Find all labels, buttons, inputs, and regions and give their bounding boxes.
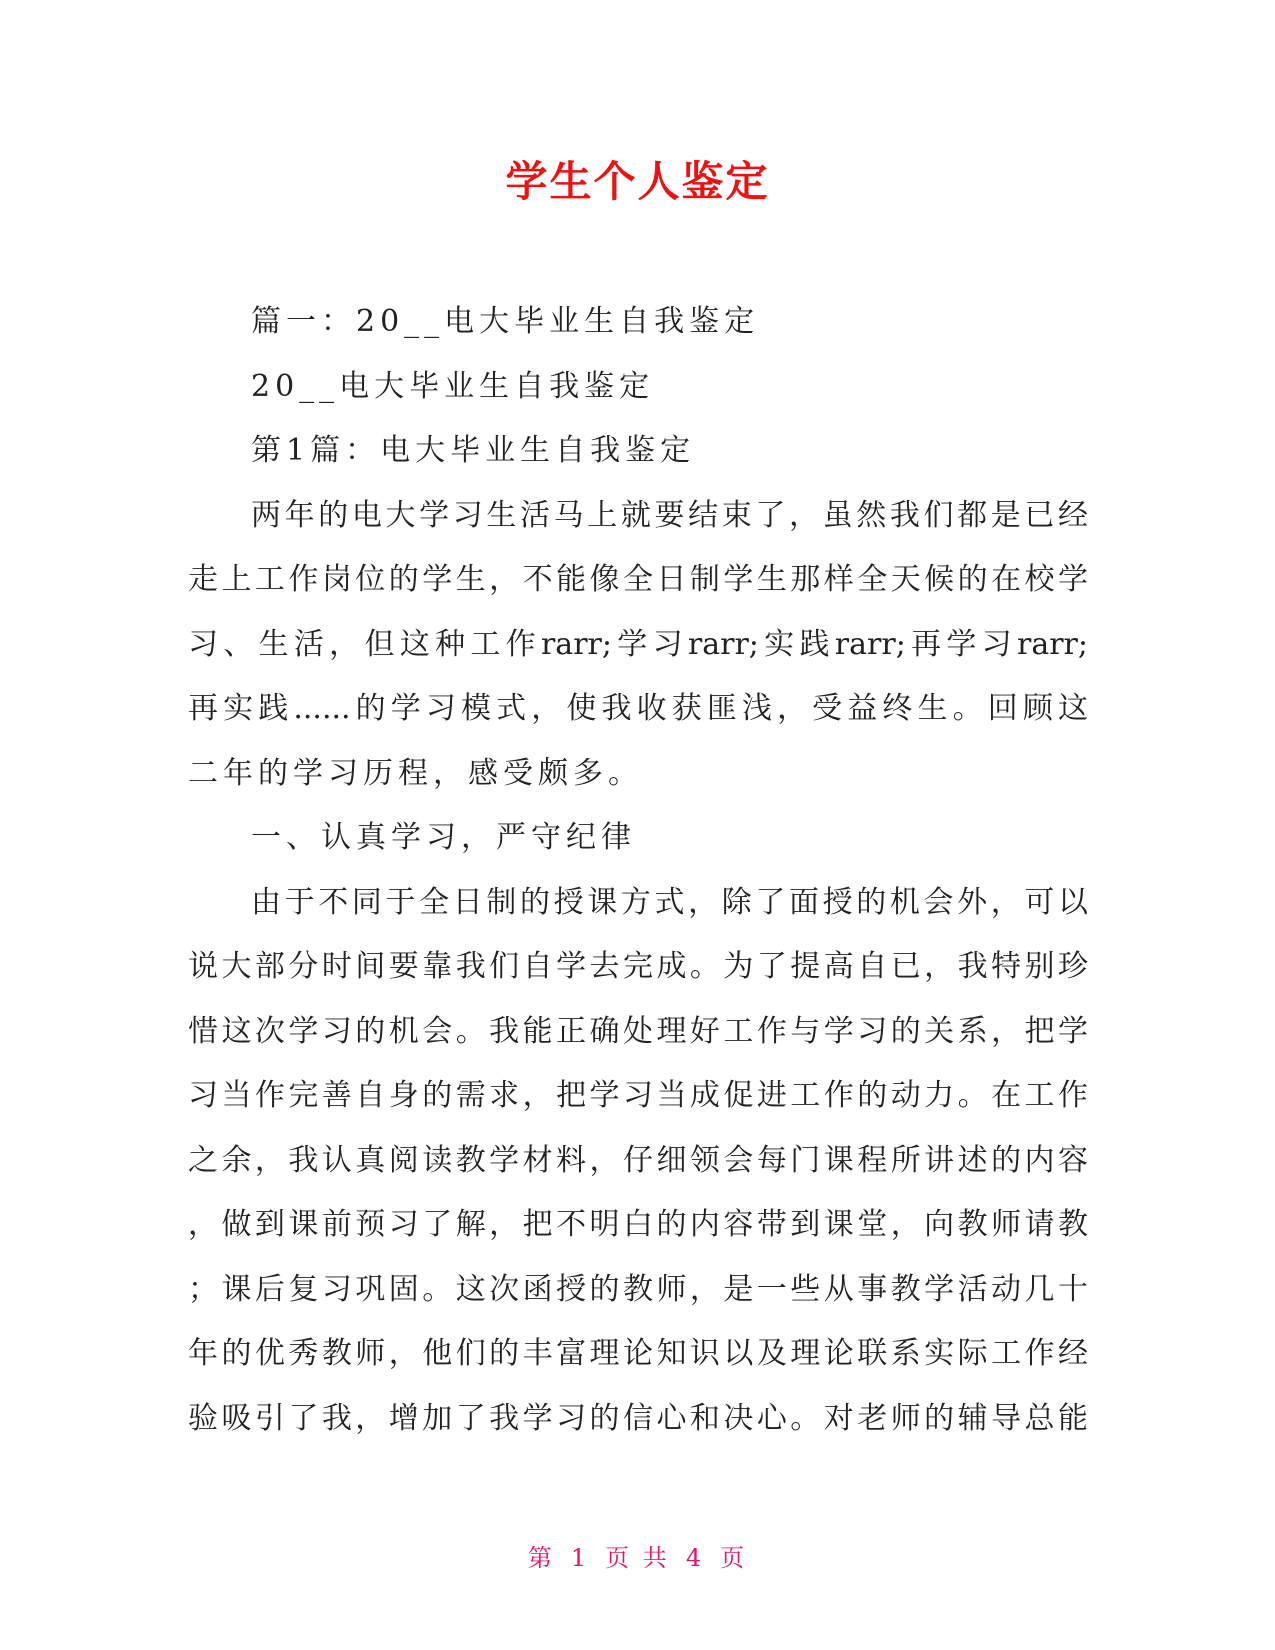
- paragraph-line: 再实践......的学习模式，使我收获匪浅，受益终生。回顾这: [188, 691, 1088, 726]
- paragraph-line: 说大部分时间要靠我们自学去完成。为了提高自已，我特别珍: [188, 949, 1088, 984]
- footer-suffix: 页: [720, 1544, 748, 1572]
- paragraph-line: 年的优秀教师，他们的丰富理论知识以及理论联系实际工作经: [188, 1336, 1088, 1371]
- paragraph-line: ；课后复习巩固。这次函授的教师，是一些从事教学活动几十: [188, 1271, 1088, 1307]
- footer-total-pages: 4: [685, 1544, 705, 1572]
- page-footer: [0, 1542, 1275, 1574]
- paragraph-line: 两年的电大学习生活马上就要结束了，虽然我们都是已经: [251, 497, 1088, 533]
- chapter-heading: 第1篇：电大毕业生自我鉴定: [251, 433, 696, 468]
- paragraph-line: 走上工作岗位的学生，不能像全日制学生那样全天候的在校学: [188, 562, 1088, 597]
- paragraph-line: 验吸引了我，增加了我学习的信心和决心。对老师的辅导总能: [188, 1400, 1088, 1436]
- section-heading: 一、认真学习，严守纪律: [251, 820, 636, 855]
- subtitle-line: 20__电大毕业生自我鉴定: [251, 368, 655, 404]
- document-title: 学生个人鉴定: [505, 157, 770, 206]
- footer-current-page: 1: [570, 1544, 590, 1572]
- footer-prefix: 第: [527, 1544, 555, 1572]
- paragraph-line: 惜这次学习的机会。我能正确处理好工作与学习的关系，把学: [188, 1013, 1088, 1049]
- paragraph-line: ，做到课前预习了解，把不明白的内容带到课堂，向教师请教: [188, 1207, 1088, 1242]
- paragraph-line: 习当作完善自身的需求，把学习当成促进工作的动力。在工作: [188, 1078, 1088, 1113]
- footer-middle: 页 共: [605, 1544, 670, 1572]
- document-body: [188, 290, 1088, 1451]
- paragraph-line: 二年的学习历程，感受颇多。: [188, 755, 643, 791]
- paragraph-line: 之余，我认真阅读教学材料，仔细领会每门课程所讲述的内容: [188, 1142, 1088, 1178]
- paragraph-line: 习、生活，但这种工作rarr;学习rarr;实践rarr;再学习rarr;: [188, 626, 1088, 662]
- section-heading: 篇一：20__电大毕业生自我鉴定: [251, 304, 760, 339]
- paragraph-line: 由于不同于全日制的授课方式，除了面授的机会外，可以: [251, 884, 1088, 920]
